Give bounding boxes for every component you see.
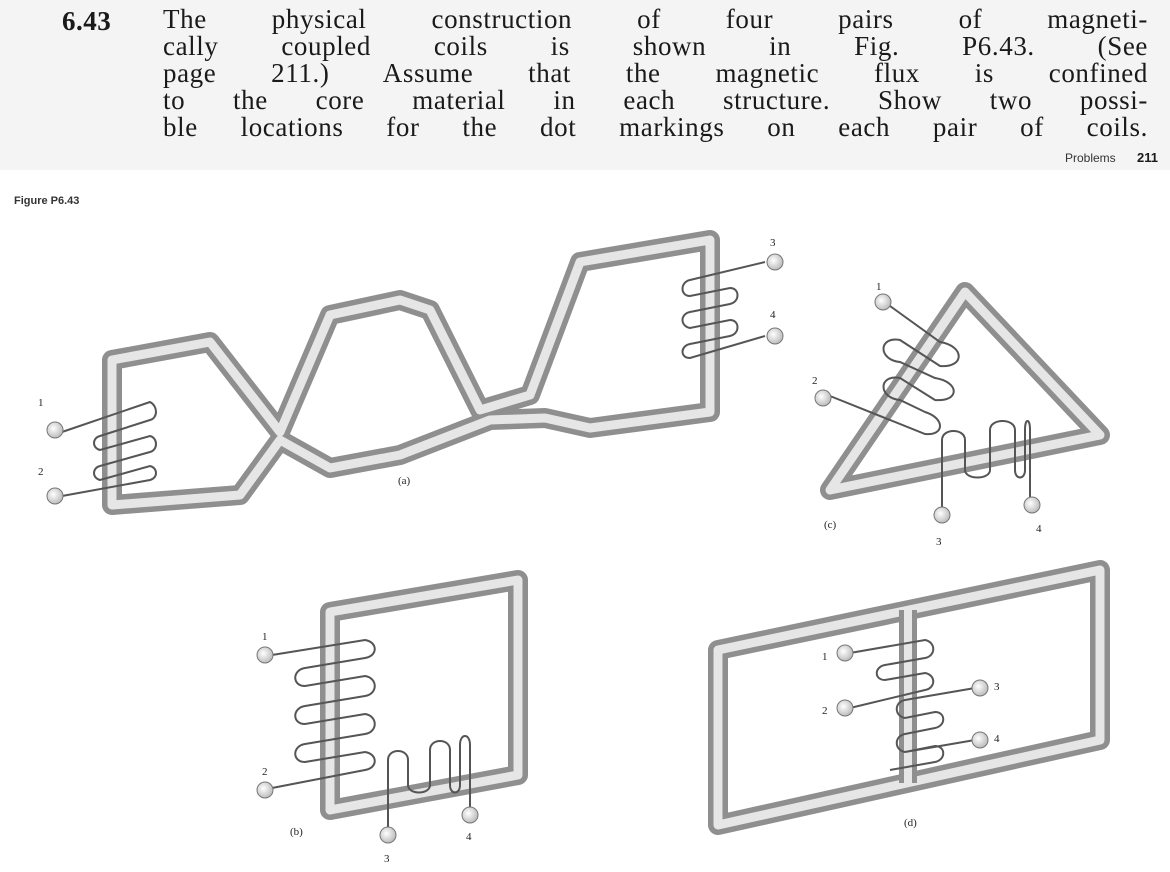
problem-text-line: The physical construction of four pairs of magneti-	[163, 4, 1148, 34]
terminal-a-1: 1	[38, 397, 44, 409]
problem-statement-block	[0, 0, 1170, 170]
core-a	[112, 240, 710, 505]
panel-label-c: (c)	[824, 519, 837, 531]
terminal-b-2: 2	[262, 766, 268, 778]
core-b	[330, 580, 518, 810]
panel-label-d: (d)	[904, 817, 917, 829]
coil-a-right	[683, 262, 766, 358]
panel-label-b: (b)	[290, 826, 303, 838]
terminal-b-4: 4	[466, 831, 472, 843]
problem-number: 6.43	[62, 6, 112, 36]
terminal-c-2: 2	[812, 375, 818, 387]
panel-d	[718, 570, 1100, 829]
panel-c	[812, 281, 1100, 548]
core-d	[718, 570, 1100, 825]
terminal-a-2: 2	[38, 466, 44, 478]
panel-a	[38, 237, 783, 505]
terminal-d-2: 2	[822, 705, 828, 717]
terminal-d-4: 4	[994, 733, 1000, 745]
terminal-d-3: 3	[994, 681, 1000, 693]
problem-text-line: page 211.) Assume that the magnetic flux is confined	[163, 58, 1148, 88]
terminal-c-4: 4	[1036, 523, 1042, 535]
terminal-c-1: 1	[876, 281, 882, 293]
page-number: 211	[1137, 150, 1158, 165]
running-head: Problems	[1064, 151, 1116, 165]
terminal-b-3: 3	[384, 853, 390, 865]
problem-text-line: ble locations for the dot markings on each pair of coils.	[163, 112, 1148, 142]
problem-text-line: to the core material in each structure. Show two possi-	[163, 85, 1148, 115]
panel-b	[257, 580, 518, 865]
terminals-a	[47, 254, 783, 504]
figure-p6-43	[0, 170, 1170, 872]
panel-label-a: (a)	[398, 475, 411, 487]
terminal-b-1: 1	[262, 631, 268, 643]
problem-text	[163, 6, 1148, 141]
terminal-a-3: 3	[770, 237, 776, 249]
terminal-d-1: 1	[822, 651, 828, 663]
terminal-a-4: 4	[770, 309, 776, 321]
terminal-c-3: 3	[936, 536, 942, 548]
page-header	[1065, 150, 1158, 165]
problem-text-line: cally coupled coils is shown in Fig. P6.43. (See	[163, 31, 1148, 61]
figure-caption: Figure P6.43	[14, 195, 80, 207]
